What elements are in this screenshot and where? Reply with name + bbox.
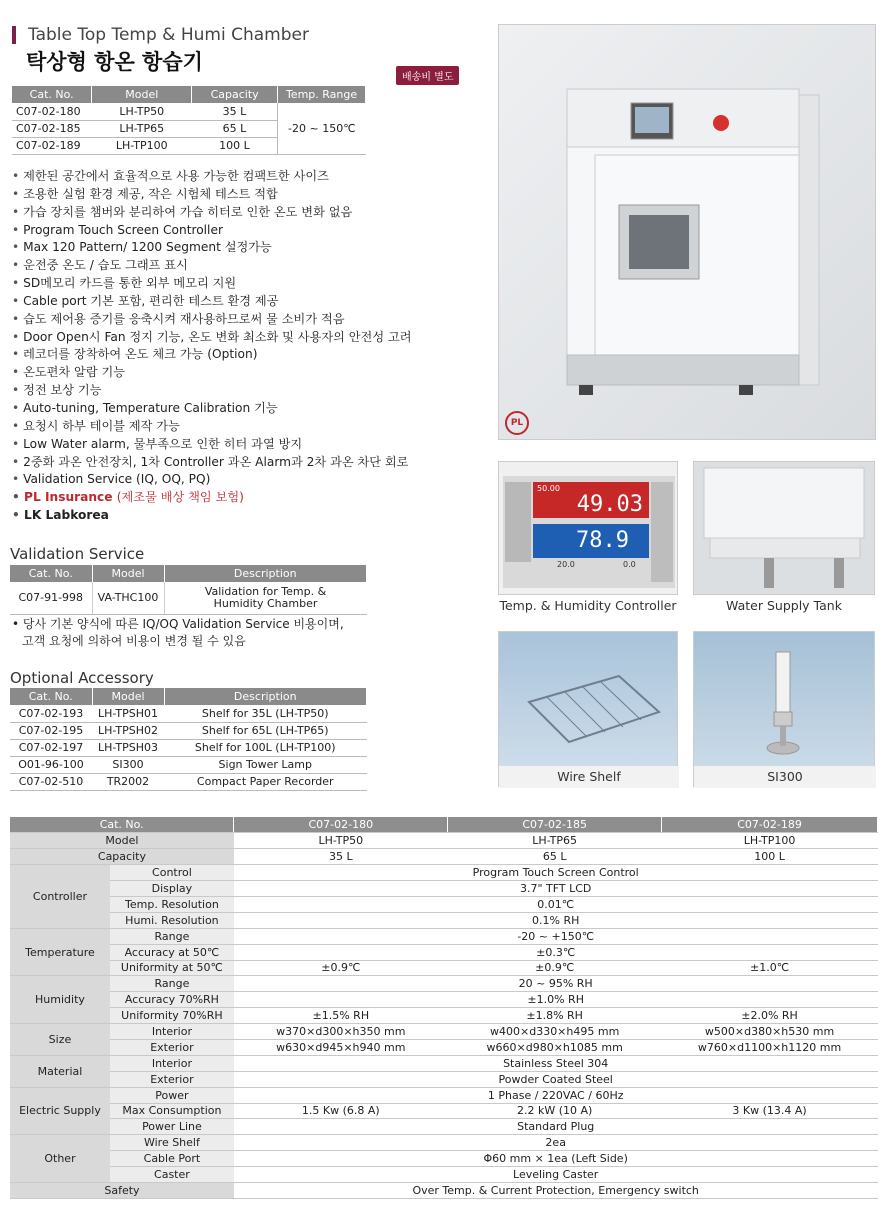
spec-value: w370×d300×h350 mm xyxy=(234,1024,448,1040)
table-row xyxy=(10,756,367,773)
group-humidity: Humidity xyxy=(10,976,110,1024)
tank-illustration xyxy=(694,462,876,596)
output-value: 0.0 xyxy=(623,560,636,569)
group-temperature: Temperature xyxy=(10,928,110,976)
table-row xyxy=(12,103,366,120)
spec-capacity: 100 L xyxy=(662,849,878,865)
table-row xyxy=(10,705,367,722)
list-item: • Cable port 기본 포함, 편리한 테스트 환경 제공 xyxy=(12,293,412,311)
model: LH-TP100 xyxy=(92,137,192,154)
col-cat: Cat. No. xyxy=(12,86,92,103)
capacity: 35 L xyxy=(192,103,278,120)
list-item: • SD메모리 카드를 통한 외부 메모리 지원 xyxy=(12,275,412,293)
controller-caption: Temp. & Humidity Controller xyxy=(499,598,677,613)
list-item: • 2중화 과온 안전장치, 1차 Controller 과온 Alarm과 2차 과온 차단 회로 xyxy=(12,454,412,472)
list-item: • Max 120 Pattern/ 1200 Segment 설정가능 xyxy=(12,239,412,257)
spec-label: Range xyxy=(110,928,234,944)
model: VA-THC100 xyxy=(92,582,164,614)
table-row xyxy=(10,739,367,756)
product-photo xyxy=(498,24,876,440)
spec-value: 1.5 Kw (6.8 A) xyxy=(234,1103,448,1119)
spec-label: Caster xyxy=(110,1167,234,1183)
chamber-illustration xyxy=(499,25,877,441)
list-item: • Validation Service (IQ, OQ, PQ) xyxy=(12,471,412,489)
spec-safety-label: Safety xyxy=(10,1182,234,1198)
col-description: Description xyxy=(164,565,367,582)
model: LH-TPSH02 xyxy=(92,722,164,739)
list-item: • 조용한 실험 환경 제공, 작은 시험체 테스트 적합 xyxy=(12,186,412,204)
spec-value: Φ60 mm × 1ea (Left Side) xyxy=(234,1151,878,1167)
spec-value: w500×d380×h530 mm xyxy=(662,1024,878,1040)
spec-value: Leveling Caster xyxy=(234,1167,878,1183)
spec-value: Standard Plug xyxy=(234,1119,878,1135)
description: Sign Tower Lamp xyxy=(164,756,367,773)
model: LH-TPSH01 xyxy=(92,705,164,722)
list-item: • Program Touch Screen Controller xyxy=(12,222,412,240)
spec-value: 2.2 kW (10 A) xyxy=(448,1103,662,1119)
spec-table xyxy=(10,817,878,1199)
accessory-title: Optional Accessory xyxy=(10,669,154,687)
spec-value: ±1.5% RH xyxy=(234,1008,448,1024)
table-row xyxy=(10,722,367,739)
spec-value: -20 ~ +150℃ xyxy=(234,928,878,944)
spec-value: Program Touch Screen Control xyxy=(234,865,878,881)
feature-list xyxy=(12,168,412,525)
validation-table xyxy=(10,565,367,615)
spec-label: Accuracy 70%RH xyxy=(110,992,234,1008)
pl-insurance-item xyxy=(12,489,412,507)
cat-no: C07-02-189 xyxy=(12,137,92,154)
validation-title: Validation Service xyxy=(10,545,145,563)
spec-value: 0.1% RH xyxy=(234,912,878,928)
list-item: • Door Open시 Fan 정지 기능, 온도 변화 최소화 및 사용자의 안전성 고려 xyxy=(12,329,412,347)
labkorea-item: • LK Labkorea xyxy=(12,507,412,525)
humi-display xyxy=(533,524,649,558)
lamp-caption: SI300 xyxy=(694,766,876,788)
controller-screen xyxy=(503,476,675,588)
model: LH-TPSH03 xyxy=(92,739,164,756)
spec-label: Uniformity at 50℃ xyxy=(110,960,234,976)
spec-capacity-label: Capacity xyxy=(10,849,234,865)
button-panel xyxy=(651,482,673,582)
spec-cat: C07-02-180 xyxy=(234,817,448,833)
validation-note xyxy=(12,616,344,650)
description-line: Validation for Temp. & xyxy=(204,584,327,598)
shelf-photo xyxy=(498,631,678,787)
group-other: Other xyxy=(10,1135,110,1183)
description xyxy=(164,582,367,614)
spec-capacity: 35 L xyxy=(234,849,448,865)
spec-label: Display xyxy=(110,881,234,897)
note-line: 고객 요청에 의하여 비용이 변경 될 수 있음 xyxy=(22,634,246,648)
col-model: Model xyxy=(92,688,164,705)
list-item: • 정전 보상 기능 xyxy=(12,382,412,400)
lamp-photo xyxy=(693,631,875,787)
spec-label: Interior xyxy=(110,1055,234,1071)
list-item: • 가습 장치를 챔버와 분리하여 가습 히터로 인한 온도 변화 없음 xyxy=(12,204,412,222)
tower-lamp-illustration xyxy=(694,632,876,762)
list-item: • 운전중 온도 / 습도 그래프 표시 xyxy=(12,257,412,275)
spec-value: 0.01℃ xyxy=(234,896,878,912)
spec-value: w400×d330×h495 mm xyxy=(448,1024,662,1040)
table-row xyxy=(10,773,367,790)
spec-value: 3.7" TFT LCD xyxy=(234,881,878,897)
spec-label: Temp. Resolution xyxy=(110,896,234,912)
spec-cat-label: Cat. No. xyxy=(10,817,234,833)
temp-range: -20 ~ 150℃ xyxy=(278,103,366,154)
spec-label: Wire Shelf xyxy=(110,1135,234,1151)
spec-label: Accuracy at 50℃ xyxy=(110,944,234,960)
model-table xyxy=(12,86,366,155)
spec-value: ±0.3℃ xyxy=(234,944,878,960)
spec-value: 20 ~ 95% RH xyxy=(234,976,878,992)
shipping-badge: 배송비 별도 xyxy=(396,66,459,85)
spec-value: w660×d980×h1085 mm xyxy=(448,1039,662,1055)
cat-no: C07-02-510 xyxy=(10,773,92,790)
description: Shelf for 65L (LH-TP65) xyxy=(164,722,367,739)
description: Compact Paper Recorder xyxy=(164,773,367,790)
wire-shelf-illustration xyxy=(499,632,679,762)
col-capacity: Capacity xyxy=(192,86,278,103)
spec-cat: C07-02-189 xyxy=(662,817,878,833)
humi-value: 78.9 xyxy=(576,528,629,553)
spec-value: ±1.8% RH xyxy=(448,1008,662,1024)
cat-no: C07-02-193 xyxy=(10,705,92,722)
col-temp-range: Temp. Range xyxy=(278,86,366,103)
temp-display xyxy=(533,482,649,518)
spec-label: Humi. Resolution xyxy=(110,912,234,928)
spec-model: LH-TP50 xyxy=(234,833,448,849)
capacity: 100 L xyxy=(192,137,278,154)
spec-model: LH-TP65 xyxy=(448,833,662,849)
spec-model-label: Model xyxy=(10,833,234,849)
model: SI300 xyxy=(92,756,164,773)
spec-label: Exterior xyxy=(110,1071,234,1087)
temp-value: 49.03 xyxy=(576,492,643,517)
cat-no: C07-02-180 xyxy=(12,103,92,120)
tank-caption: Water Supply Tank xyxy=(726,598,842,613)
spec-cat: C07-02-185 xyxy=(448,817,662,833)
cat-no: C07-02-197 xyxy=(10,739,92,756)
model: LH-TP65 xyxy=(92,120,192,137)
controller-photo xyxy=(498,461,678,595)
pl-insurance-label: PL Insurance xyxy=(24,490,113,505)
spec-label: Max Consumption xyxy=(110,1103,234,1119)
group-size: Size xyxy=(10,1024,110,1056)
spec-value: 2ea xyxy=(234,1135,878,1151)
graph-panel xyxy=(505,482,531,562)
list-item: • Low Water alarm, 물부족으로 인한 히터 과열 방지 xyxy=(12,436,412,454)
col-cat: Cat. No. xyxy=(10,688,92,705)
capacity: 65 L xyxy=(192,120,278,137)
cat-no: C07-02-185 xyxy=(12,120,92,137)
spec-label: Control xyxy=(110,865,234,881)
group-controller: Controller xyxy=(10,865,110,929)
spec-value: 1 Phase / 220VAC / 60Hz xyxy=(234,1087,878,1103)
accessory-table xyxy=(10,688,367,791)
cat-no: C07-91-998 xyxy=(10,582,92,614)
spec-value: 3 Kw (13.4 A) xyxy=(662,1103,878,1119)
cat-no: O01-96-100 xyxy=(10,756,92,773)
spec-model: LH-TP100 xyxy=(662,833,878,849)
spec-value: w630×d945×h940 mm xyxy=(234,1039,448,1055)
list-item: • 제한된 공간에서 효율적으로 사용 가능한 컴팩트한 사이즈 xyxy=(12,168,412,186)
spec-value: Stainless Steel 304 xyxy=(234,1055,878,1071)
col-model: Model xyxy=(92,565,164,582)
col-cat: Cat. No. xyxy=(10,565,92,582)
spec-label: Range xyxy=(110,976,234,992)
spec-value: w760×d1100×h1120 mm xyxy=(662,1039,878,1055)
description: Shelf for 35L (LH-TP50) xyxy=(164,705,367,722)
description: Shelf for 100L (LH-TP100) xyxy=(164,739,367,756)
pl-mark-icon: PL xyxy=(505,411,529,435)
spec-label: Cable Port xyxy=(110,1151,234,1167)
list-item: • 온도편차 알람 기능 xyxy=(12,364,412,382)
shelf-caption: Wire Shelf xyxy=(499,766,679,788)
spec-value: ±1.0% RH xyxy=(234,992,878,1008)
title-korean: 탁상형 항온 항습기 xyxy=(26,50,203,74)
list-item: • 레코더를 장착하여 온도 체크 가능 (Option) xyxy=(12,346,412,364)
spec-capacity: 65 L xyxy=(448,849,662,865)
description-line: Humidity Chamber xyxy=(213,596,318,610)
spec-label: Power Line xyxy=(110,1119,234,1135)
spec-value: Powder Coated Steel xyxy=(234,1071,878,1087)
pl-insurance-note: (제조물 배상 책임 보험) xyxy=(116,490,244,505)
list-item: • Auto-tuning, Temperature Calibration 기능 xyxy=(12,400,412,418)
list-item: • 요청시 하부 테이블 제작 가능 xyxy=(12,418,412,436)
spec-value: Over Temp. & Current Protection, Emergency switch xyxy=(234,1182,878,1198)
humi-setpoint: 20.0 xyxy=(557,560,575,569)
spec-label: Interior xyxy=(110,1024,234,1040)
spec-label: Power xyxy=(110,1087,234,1103)
spec-value: ±1.0℃ xyxy=(662,960,878,976)
model: LH-TP50 xyxy=(92,103,192,120)
tank-photo xyxy=(693,461,875,595)
spec-value: ±0.9℃ xyxy=(448,960,662,976)
spec-value: ±0.9℃ xyxy=(234,960,448,976)
spec-value: ±2.0% RH xyxy=(662,1008,878,1024)
cat-no: C07-02-195 xyxy=(10,722,92,739)
col-model: Model xyxy=(92,86,192,103)
col-description: Description xyxy=(164,688,367,705)
group-electric: Electric Supply xyxy=(10,1087,110,1135)
note-line: • 당사 기본 양식에 따른 IQ/OQ Validation Service 비용이며, xyxy=(12,617,344,631)
title-english: Table Top Temp & Humi Chamber xyxy=(12,26,309,44)
group-material: Material xyxy=(10,1055,110,1087)
spec-label: Exterior xyxy=(110,1039,234,1055)
temp-setpoint: 50.00 xyxy=(537,484,560,493)
list-item: • 습도 제어용 증기를 응축시켜 재사용하므로써 물 소비가 적음 xyxy=(12,311,412,329)
model: TR2002 xyxy=(92,773,164,790)
table-row xyxy=(10,582,367,614)
spec-label: Uniformity 70%RH xyxy=(110,1008,234,1024)
